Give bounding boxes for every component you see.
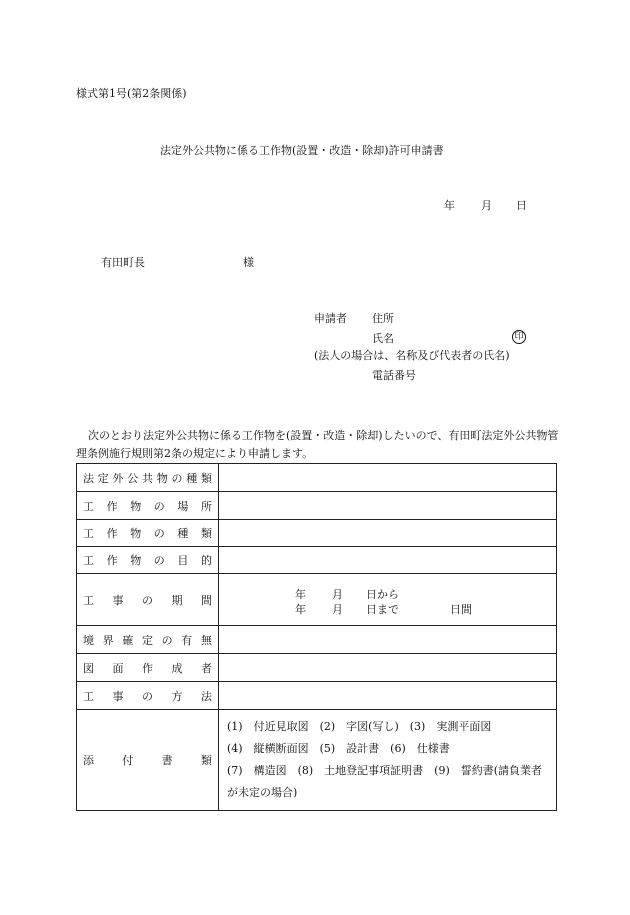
address-label: 住所 — [372, 312, 394, 325]
addressee-honorific: 様 — [243, 256, 254, 269]
field-drawing-author[interactable] — [219, 654, 557, 682]
field-work-period[interactable] — [219, 574, 557, 626]
intro-text-body: 次のとおり法定外公共物に係る工作物を(設置・改造・除却)したいので、有田町法定外公共物管理条例施行規則第2条の規定により申請します。 — [76, 429, 559, 460]
row-label-text: 法 定 外 公 共 物 の 種 類 — [83, 471, 212, 485]
table-row — [77, 710, 557, 811]
phone-label: 電話番号 — [372, 369, 416, 382]
period-start-year: 年 — [295, 588, 306, 601]
row-label-drawing-author — [77, 654, 219, 682]
field-public-property-type[interactable] — [219, 464, 557, 492]
row-label-text: 工 作 物 の 目 的 — [83, 554, 212, 567]
field-boundary-confirmed[interactable] — [219, 626, 557, 654]
table-row — [77, 520, 557, 547]
date-year-label: 年 — [444, 199, 455, 212]
row-label-text: 工 作 物 の 種 類 — [83, 527, 212, 540]
period-start-suffix: 日から — [366, 588, 399, 601]
row-label-text: 境 界 確 定 の 有 無 — [83, 633, 212, 647]
attachment-line-2: (4) 縦横断面図 (5) 設計書 (6) 仕様書 — [227, 742, 450, 755]
period-start-month: 月 — [332, 588, 343, 601]
row-label-structure-purpose — [77, 547, 219, 574]
row-label-text: 工 事 の 期 間 — [83, 593, 212, 607]
period-end-year: 年 — [295, 603, 306, 616]
field-structure-type[interactable] — [219, 520, 557, 547]
period-days: 日間 — [450, 603, 472, 616]
name-label: 氏名 — [372, 332, 394, 345]
row-label-attachments — [77, 710, 219, 811]
row-label-structure-location — [77, 492, 219, 520]
corporation-note: (法人の場合は、名称及び代表者の氏名) — [314, 349, 510, 362]
seal-mark: 印 — [512, 330, 526, 344]
applicant-label: 申請者 — [314, 312, 347, 325]
row-label-structure-type — [77, 520, 219, 547]
row-label-text: 工 作 物 の 場 所 — [83, 499, 212, 513]
attachment-line-1: (1) 付近見取図 (2) 字図(写し) (3) 実測平面図 — [227, 720, 492, 733]
row-label-boundary-confirmed — [77, 626, 219, 654]
period-end-suffix: 日まで — [366, 603, 399, 616]
table-row — [77, 654, 557, 682]
table-row — [77, 626, 557, 654]
table-row — [77, 492, 557, 520]
field-attachments — [219, 710, 557, 811]
field-structure-purpose[interactable] — [219, 547, 557, 574]
row-label-text: 工 事 の 方 法 — [83, 689, 212, 703]
row-label-work-method — [77, 682, 219, 710]
date-month-label: 月 — [481, 199, 492, 212]
table-row — [77, 547, 557, 574]
addressee-name: 有田町長 — [101, 256, 145, 269]
row-label-text: 図 面 作 成 者 — [83, 661, 212, 675]
row-label-public-property-type — [77, 464, 219, 492]
document-title: 法定外公共物に係る工作物(設置・改造・除却)許可申請書 — [160, 144, 444, 157]
row-label-text: 添 付 書 類 — [83, 754, 212, 767]
application-table — [76, 463, 557, 811]
intro-text — [76, 427, 566, 463]
table-row — [77, 574, 557, 626]
table-row — [77, 682, 557, 710]
attachment-line-3: (7) 構造図 (8) 土地登記事項証明書 (9) 誓約書(請負業者が未定の場合) — [227, 764, 543, 799]
field-work-method[interactable] — [219, 682, 557, 710]
date-day-label: 日 — [516, 199, 527, 212]
form-number: 様式第1号(第2条関係) — [76, 87, 187, 100]
row-label-work-period — [77, 574, 219, 626]
table-row — [77, 464, 557, 492]
field-structure-location[interactable] — [219, 492, 557, 520]
period-end-month: 月 — [332, 603, 343, 616]
